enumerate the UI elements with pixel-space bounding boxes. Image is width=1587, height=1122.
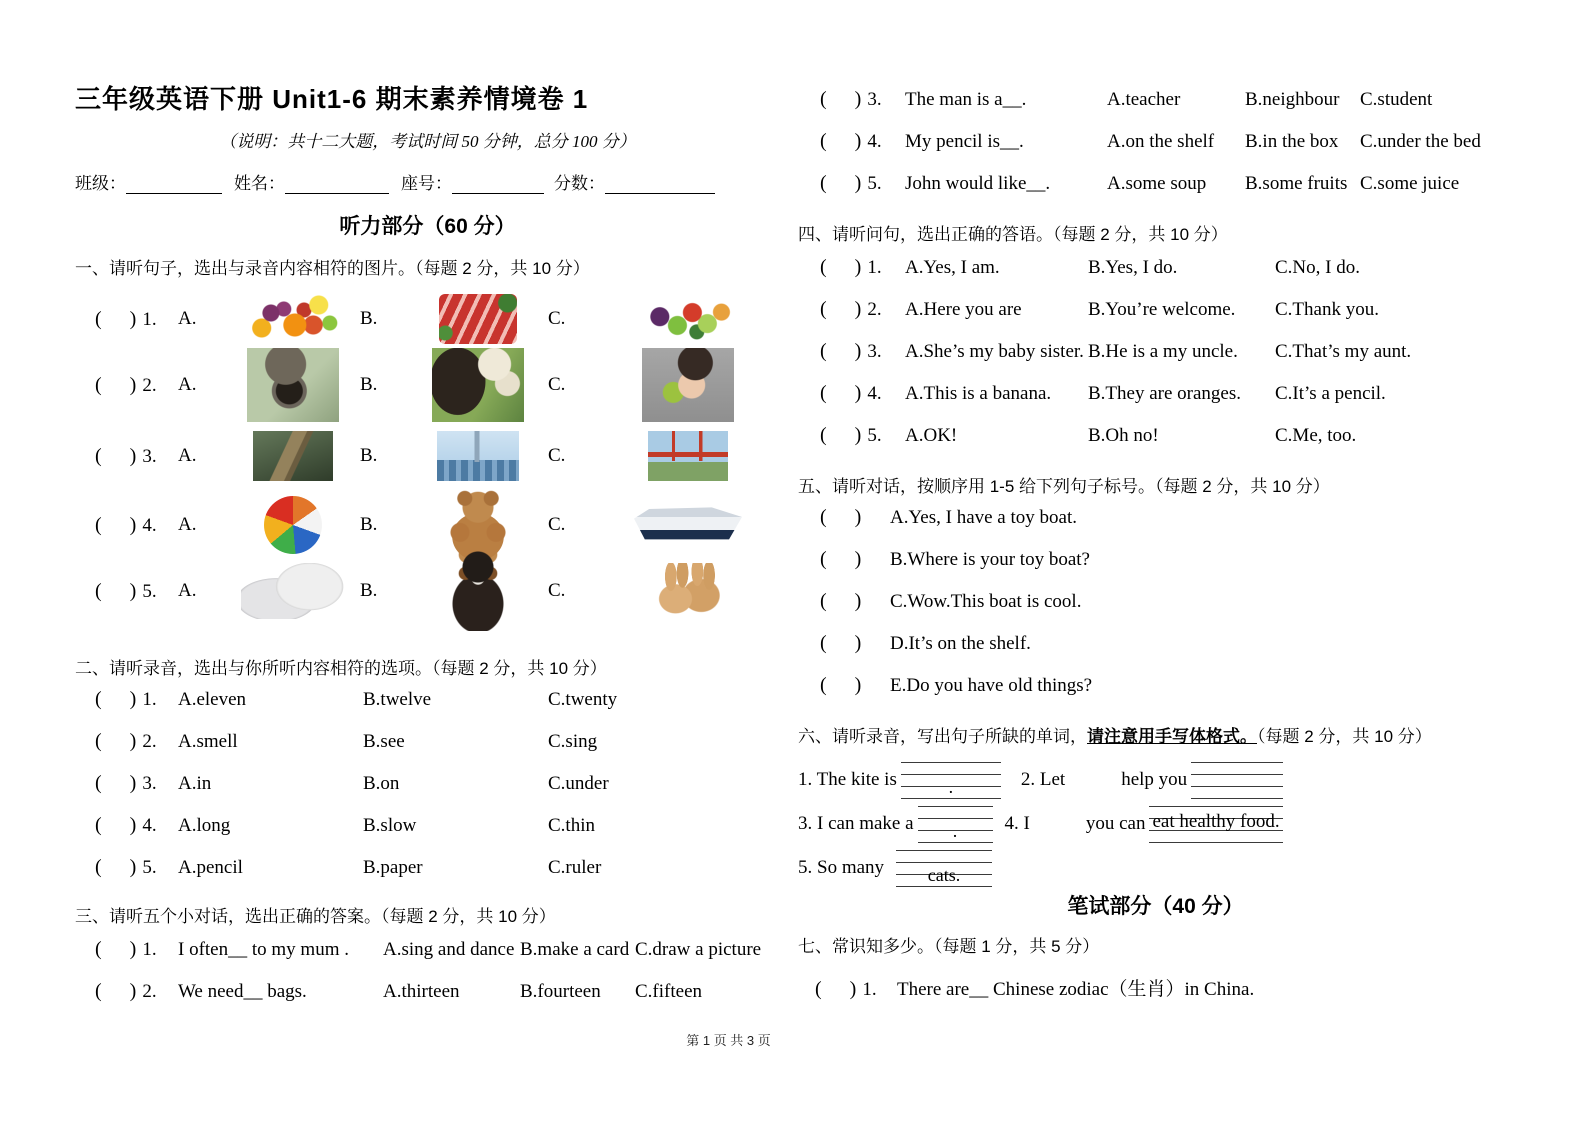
left-column xyxy=(75,84,780,1022)
answer-slot: ( ) 1. xyxy=(95,688,157,710)
option-b: B.slow xyxy=(363,815,417,836)
option-letter: C. xyxy=(548,374,566,395)
choice-row xyxy=(75,688,780,730)
section2-rows xyxy=(75,688,780,898)
option-a: A.eleven xyxy=(178,689,247,710)
handwriting-grid: . xyxy=(918,806,993,843)
option-c: C.some juice xyxy=(1360,173,1460,194)
option-a: A.sing and dance xyxy=(383,939,515,960)
answer-slot: ( ) 5. xyxy=(95,579,157,602)
listening-part-title: 听力部分（60 分） xyxy=(339,215,516,238)
reply-choice-row xyxy=(798,298,1513,340)
sentence-text: A.Yes, I have a toy boat. xyxy=(890,507,1077,528)
answer-slot: ( ) xyxy=(820,590,862,612)
answer-slot: ( ) xyxy=(820,674,862,696)
option-b: B.fourteen xyxy=(520,981,601,1002)
option-b: B.You’re welcome. xyxy=(1088,299,1236,320)
option-letter: B. xyxy=(360,374,378,395)
rabbits-image xyxy=(649,563,727,619)
motor-boat-image xyxy=(634,505,742,545)
option-a: A.Here you are xyxy=(905,299,1022,320)
option-letter: B. xyxy=(360,308,378,329)
option-a: A.This is a banana. xyxy=(905,383,1052,404)
answer-slot: ( ) 1. xyxy=(815,978,877,1000)
sentence-fragment: you can xyxy=(1085,813,1146,834)
question-text: We need__ bags. xyxy=(178,981,307,1002)
order-sentence-row xyxy=(798,632,1513,674)
golden-gate-bridge-image xyxy=(648,431,728,481)
option-b: B.Oh no! xyxy=(1088,425,1159,446)
handwriting-grid: cats. xyxy=(896,850,992,887)
reply-choice-row xyxy=(798,382,1513,424)
answer-slot: ( ) 5. xyxy=(95,856,157,878)
option-c: C.under xyxy=(548,773,609,794)
answer-slot: ( ) 4. xyxy=(820,382,882,404)
option-c: C.It’s a pencil. xyxy=(1275,383,1386,404)
section6-heading: 六、请听录音，写出句子所缺的单词，请注意用手写体格式。（每题 2 分，共 10 分） xyxy=(798,727,1432,746)
sentence-text: B.Where is your toy boat? xyxy=(890,549,1090,570)
section1-picture-questions xyxy=(75,290,780,634)
answer-slot: ( ) 3. xyxy=(95,772,157,794)
section3-heading: 三、请听五个小对话，选出正确的答案。（每题 2 分，共 10 分） xyxy=(75,907,556,926)
question-text: I often__ to my mum . xyxy=(178,939,349,960)
section3-rows-left xyxy=(75,938,780,1022)
score-blank-line xyxy=(605,176,715,194)
student-info-line xyxy=(75,174,780,194)
score-field-label: 分数： xyxy=(554,174,605,193)
name-field-label: 姓名： xyxy=(234,174,285,193)
section5-heading: 五、请听对话，按顺序用 1-5 给下列句子标号。（每题 2 分，共 10 分） xyxy=(798,477,1330,496)
option-letter: C. xyxy=(548,514,566,535)
section4-heading: 四、请听问句，选出正确的答语。（每题 2 分，共 10 分） xyxy=(798,225,1228,244)
answer-slot: ( ) 4. xyxy=(95,513,157,536)
reply-choice-row xyxy=(798,424,1513,466)
beach-ball-image xyxy=(264,496,322,554)
option-letter: C. xyxy=(548,445,566,466)
option-b: B.neighbour xyxy=(1245,89,1340,110)
name-blank-line xyxy=(285,176,389,194)
dialog-choice-row xyxy=(798,172,1513,214)
dialog-choice-row xyxy=(75,980,780,1022)
answer-slot: ( ) 2. xyxy=(95,730,157,752)
written-part-title: 笔试部分（40 分） xyxy=(1067,895,1244,918)
meat-image xyxy=(439,294,517,344)
answer-slot: ( ) 3. xyxy=(820,88,882,110)
fruits-image xyxy=(247,294,339,344)
reply-choice-row xyxy=(798,340,1513,382)
option-a: A.in xyxy=(178,773,212,794)
fill-blank-line-2 xyxy=(798,802,1513,846)
option-letter: A. xyxy=(178,308,197,329)
choice-row xyxy=(75,730,780,772)
sentence-fragment: 1. The kite is xyxy=(798,769,897,790)
exam-title: 三年级英语下册 Unit1-6 期末素养情境卷 1 xyxy=(75,84,589,114)
option-c: C.fifteen xyxy=(635,981,703,1002)
picture-question-row xyxy=(75,290,780,348)
answer-slot: ( ) 5. xyxy=(820,424,882,446)
choice-row xyxy=(75,772,780,814)
order-sentence-row xyxy=(798,548,1513,590)
option-c: C.twenty xyxy=(548,689,618,710)
section5-rows xyxy=(798,506,1513,716)
handwriting-grid xyxy=(1191,762,1283,799)
reply-choice-row xyxy=(798,256,1513,298)
handwriting-grid-over-text: eat healthy food. xyxy=(1149,806,1282,843)
option-letter: A. xyxy=(178,514,197,535)
option-b: B.Yes, I do. xyxy=(1088,257,1178,278)
answer-slot: ( ) xyxy=(820,548,862,570)
knowledge-question-row xyxy=(798,974,1513,1002)
city-tower-image xyxy=(437,431,519,481)
option-b: B.make a card xyxy=(520,939,630,960)
order-sentence-row xyxy=(798,674,1513,716)
white-cat-image xyxy=(241,563,345,619)
question-text: John would like__. xyxy=(905,173,1051,194)
option-a: A.She’s my baby sister. xyxy=(905,341,1084,362)
section1-heading: 一、请听句子，选出与录音内容相符的图片。（每题 2 分，共 10 分） xyxy=(75,259,590,278)
sentence-fragment: help you xyxy=(1121,769,1188,790)
exam-note: （说明：共十二大题，考试时间 50 分钟，总分 100 分） xyxy=(219,132,636,151)
option-letter: B. xyxy=(360,514,378,535)
answer-slot: ( ) 5. xyxy=(820,172,882,194)
sentence-fragment: 4. I xyxy=(1004,813,1030,834)
option-a: A.on the shelf xyxy=(1107,131,1215,152)
answer-slot: ( ) 4. xyxy=(820,130,882,152)
sentence-text: E.Do you have old things? xyxy=(890,675,1093,696)
option-a: A.smell xyxy=(178,731,238,752)
seat-field-label: 座号： xyxy=(401,174,452,193)
option-b: B.see xyxy=(363,731,405,752)
option-a: A.pencil xyxy=(178,857,243,878)
answer-slot: ( ) 4. xyxy=(95,814,157,836)
great-wall-image xyxy=(253,431,333,481)
picture-question-row xyxy=(75,548,780,634)
option-a: A.long xyxy=(178,815,231,836)
dialog-choice-row xyxy=(798,130,1513,172)
dialog-choice-row xyxy=(798,88,1513,130)
sentence-text: D.It’s on the shelf. xyxy=(890,633,1031,654)
vegetables-image xyxy=(644,296,732,342)
answer-slot: ( ) 2. xyxy=(820,298,882,320)
question-text: The man is a__. xyxy=(905,89,1027,110)
option-b: B.on xyxy=(363,773,400,794)
fill-blank-line-3 xyxy=(798,846,1513,890)
section2-heading: 二、请听录音，选出与你所听内容相符的选项。（每题 2 分，共 10 分） xyxy=(75,659,607,678)
answer-slot: ( ) 3. xyxy=(95,444,157,467)
option-c: C.Thank you. xyxy=(1275,299,1379,320)
option-b: B.some fruits xyxy=(1245,173,1348,194)
picture-question-row xyxy=(75,348,780,410)
option-letter: C. xyxy=(548,308,566,329)
handwriting-grid: . xyxy=(901,762,1001,799)
sentence-fragment: 2. Let xyxy=(1020,769,1066,790)
option-a: A.thirteen xyxy=(383,981,460,1002)
option-c: C.thin xyxy=(548,815,595,836)
option-c: C.sing xyxy=(548,731,598,752)
answer-slot: ( ) 1. xyxy=(95,938,157,960)
order-sentence-row xyxy=(798,590,1513,632)
option-a: A.OK! xyxy=(905,425,958,446)
answer-slot: ( ) 1. xyxy=(820,256,882,278)
option-c: C.draw a picture xyxy=(635,939,762,960)
section7-heading: 七、常识知多少。（每题 1 分，共 5 分） xyxy=(798,937,1100,956)
option-c: C.That’s my aunt. xyxy=(1275,341,1412,362)
option-letter: B. xyxy=(360,445,378,466)
option-a: A.some soup xyxy=(1107,173,1207,194)
sentence-fragment: 5. So many xyxy=(798,857,885,878)
dog-image xyxy=(446,551,510,631)
dialog-choice-row xyxy=(75,938,780,980)
handwriting-note: 请注意用手写体格式。 xyxy=(1087,727,1257,746)
section3-rows-right xyxy=(798,88,1513,214)
question-text: There are__ Chinese zodiac（生肖）in China. xyxy=(897,979,1255,1000)
page-number-footer: 第 1 页 共 3 页 xyxy=(686,1033,771,1048)
option-letter: B. xyxy=(360,580,378,601)
right-column xyxy=(798,84,1513,1002)
section4-rows xyxy=(798,256,1513,466)
answer-slot: ( ) 2. xyxy=(95,980,157,1002)
girl-smelling-flowers-image xyxy=(432,348,524,422)
choice-row xyxy=(75,814,780,856)
option-c: C.under the bed xyxy=(1360,131,1481,152)
picture-question-row xyxy=(75,488,780,548)
option-b: B.He is a my uncle. xyxy=(1088,341,1238,362)
option-b: B.in the box xyxy=(1245,131,1339,152)
answer-slot: ( ) 1. xyxy=(95,307,157,330)
option-b: B.paper xyxy=(363,857,423,878)
sentence-fragment: 3. I can make a xyxy=(798,813,914,834)
question-text: My pencil is__. xyxy=(905,131,1024,152)
option-a: A.Yes, I am. xyxy=(905,257,1000,278)
girl-eating-apple-image xyxy=(642,348,734,422)
boy-with-magnifier-image xyxy=(247,348,339,422)
fill-blank-line-1 xyxy=(798,758,1513,802)
answer-slot: ( ) 3. xyxy=(820,340,882,362)
option-c: C.student xyxy=(1360,89,1433,110)
answer-slot: ( ) xyxy=(820,506,862,528)
class-blank-line xyxy=(126,176,222,194)
choice-row xyxy=(75,856,780,898)
option-letter: A. xyxy=(178,580,197,601)
option-b: B.They are oranges. xyxy=(1088,383,1241,404)
answer-slot: ( ) xyxy=(820,632,862,654)
option-letter: A. xyxy=(178,374,197,395)
option-letter: A. xyxy=(178,445,197,466)
seat-blank-line xyxy=(452,176,544,194)
option-c: C.ruler xyxy=(548,857,602,878)
option-a: A.teacher xyxy=(1107,89,1181,110)
option-letter: C. xyxy=(548,580,566,601)
option-c: C.No, I do. xyxy=(1275,257,1360,278)
answer-slot: ( ) 2. xyxy=(95,373,157,396)
picture-question-row xyxy=(75,424,780,488)
option-c: C.Me, too. xyxy=(1275,425,1357,446)
sentence-text: C.Wow.This boat is cool. xyxy=(890,591,1082,612)
class-field-label: 班级： xyxy=(75,174,126,193)
option-b: B.twelve xyxy=(363,689,432,710)
order-sentence-row xyxy=(798,506,1513,548)
